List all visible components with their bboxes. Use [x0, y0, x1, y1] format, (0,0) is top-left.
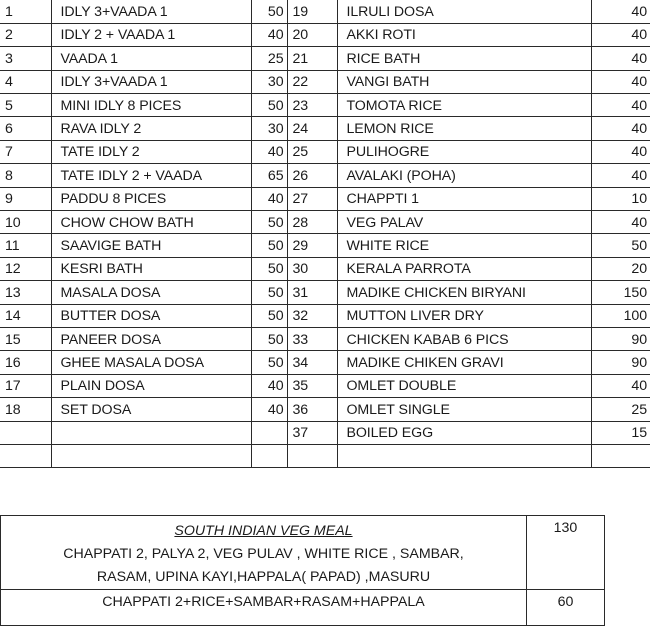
- menu-row: [0, 70, 650, 93]
- item-name: TOMOTA RICE: [337, 94, 591, 117]
- item-price: 50: [251, 304, 287, 327]
- item-price: 40: [251, 140, 287, 163]
- item-price: 40: [251, 374, 287, 397]
- item-price: 50: [251, 0, 287, 23]
- menu-row: [0, 47, 650, 70]
- menu-row: [0, 281, 650, 304]
- item-name: [51, 421, 251, 444]
- item-price: 40: [591, 140, 650, 163]
- menu-row: [0, 421, 650, 444]
- item-price: 40: [251, 23, 287, 46]
- item-number: 7: [0, 140, 51, 163]
- item-price: 40: [591, 374, 650, 397]
- item-price: 25: [251, 47, 287, 70]
- item-number: 17: [0, 374, 51, 397]
- item-name: TATE IDLY 2: [51, 140, 251, 163]
- item-name: MUTTON LIVER DRY: [337, 304, 591, 327]
- item-name: OMLET DOUBLE: [337, 374, 591, 397]
- item-number: [0, 421, 51, 444]
- item-number: 22: [287, 70, 337, 93]
- menu-row: [0, 351, 650, 374]
- item-number: 3: [0, 47, 51, 70]
- item-number: 11: [0, 234, 51, 257]
- item-price: 65: [251, 164, 287, 187]
- menu-row: [0, 257, 650, 280]
- menu-row: [0, 211, 650, 234]
- item-price: 40: [591, 211, 650, 234]
- item-price: 40: [251, 187, 287, 210]
- meal-description-cell: CHAPPATI 2+RICE+SAMBAR+RASAM+HAPPALA: [1, 590, 527, 626]
- item-name: MADIKE CHIKEN GRAVI: [337, 351, 591, 374]
- item-number: 34: [287, 351, 337, 374]
- item-name: PLAIN DOSA: [51, 374, 251, 397]
- item-price: 50: [251, 94, 287, 117]
- item-name: SAAVIGE BATH: [51, 234, 251, 257]
- item-number: 4: [0, 70, 51, 93]
- item-number: 18: [0, 398, 51, 421]
- item-price: 50: [591, 234, 650, 257]
- item-number: 31: [287, 281, 337, 304]
- item-name: RICE BATH: [337, 47, 591, 70]
- menu-row: [0, 398, 650, 421]
- menu-row: [0, 187, 650, 210]
- item-name: VANGI BATH: [337, 70, 591, 93]
- item-number: 15: [0, 327, 51, 350]
- item-price: 50: [251, 211, 287, 234]
- item-name: [51, 444, 251, 467]
- item-name: MASALA DOSA: [51, 281, 251, 304]
- item-number: 28: [287, 211, 337, 234]
- item-name: KERALA PARROTA: [337, 257, 591, 280]
- item-name: MADIKE CHICKEN BIRYANI: [337, 281, 591, 304]
- menu-row: [0, 304, 650, 327]
- menu-row: [0, 164, 650, 187]
- item-price: [251, 444, 287, 467]
- item-name: IDLY 3+VAADA 1: [51, 70, 251, 93]
- meal-line: RASAM, UPINA KAYI,HAPPALA( PAPAD) ,MASURU: [96, 569, 431, 585]
- item-price: 50: [251, 234, 287, 257]
- item-number: 5: [0, 94, 51, 117]
- menu-row: [0, 327, 650, 350]
- item-name: PANEER DOSA: [51, 327, 251, 350]
- item-number: 8: [0, 164, 51, 187]
- item-price: 90: [591, 351, 650, 374]
- item-number: 27: [287, 187, 337, 210]
- item-number: 23: [287, 94, 337, 117]
- meals-table: [0, 515, 605, 626]
- item-number: 20: [287, 23, 337, 46]
- item-name: TATE IDLY 2 + VAADA: [51, 164, 251, 187]
- item-name: CHAPPTI 1: [337, 187, 591, 210]
- item-name: CHICKEN KABAB 6 PICS: [337, 327, 591, 350]
- item-number: 37: [287, 421, 337, 444]
- item-number: 21: [287, 47, 337, 70]
- meal-price: 130: [527, 516, 605, 590]
- item-number: 29: [287, 234, 337, 257]
- item-price: 40: [251, 398, 287, 421]
- item-price: 40: [591, 23, 650, 46]
- item-number: 12: [0, 257, 51, 280]
- item-name: KESRI BATH: [51, 257, 251, 280]
- item-number: 14: [0, 304, 51, 327]
- item-name: LEMON RICE: [337, 117, 591, 140]
- menu-row: [0, 374, 650, 397]
- item-price: 40: [591, 47, 650, 70]
- meal-title: SOUTH INDIAN VEG MEAL: [174, 523, 353, 539]
- item-name: CHOW CHOW BATH: [51, 211, 251, 234]
- menu-row: [0, 23, 650, 46]
- item-number: 6: [0, 117, 51, 140]
- menu-row: [0, 0, 650, 23]
- item-price: 150: [591, 281, 650, 304]
- item-number: [287, 444, 337, 467]
- item-name: VEG PALAV: [337, 211, 591, 234]
- item-name: AVALAKI (POHA): [337, 164, 591, 187]
- meal-description-cell: [1, 516, 527, 590]
- item-name: WHITE RICE: [337, 234, 591, 257]
- item-name: VAADA 1: [51, 47, 251, 70]
- item-price: 30: [251, 70, 287, 93]
- item-name: [337, 444, 591, 467]
- item-price: 40: [591, 0, 650, 23]
- item-number: 24: [287, 117, 337, 140]
- item-number: 13: [0, 281, 51, 304]
- item-number: 2: [0, 23, 51, 46]
- menu-row: [0, 444, 650, 467]
- item-price: 50: [251, 327, 287, 350]
- item-name: IDLY 3+VAADA 1: [51, 0, 251, 23]
- item-number: 30: [287, 257, 337, 280]
- meal-price: 60: [527, 590, 605, 626]
- item-price: 40: [591, 70, 650, 93]
- meal-line: CHAPPATI 2, PALYA 2, VEG PULAV , WHITE RICE , SAMBAR,: [63, 546, 464, 562]
- menu-row: [0, 234, 650, 257]
- item-name: GHEE MASALA DOSA: [51, 351, 251, 374]
- item-price: 40: [591, 117, 650, 140]
- item-name: AKKI ROTI: [337, 23, 591, 46]
- item-price: 25: [591, 398, 650, 421]
- item-price: 20: [591, 257, 650, 280]
- item-number: 1: [0, 0, 51, 23]
- item-price: 90: [591, 327, 650, 350]
- item-number: 10: [0, 211, 51, 234]
- menu-row: [0, 140, 650, 163]
- item-number: 25: [287, 140, 337, 163]
- item-number: 9: [0, 187, 51, 210]
- item-price: 10: [591, 187, 650, 210]
- item-number: 36: [287, 398, 337, 421]
- item-price: 50: [251, 281, 287, 304]
- item-price: 40: [591, 94, 650, 117]
- item-name: OMLET SINGLE: [337, 398, 591, 421]
- item-number: 26: [287, 164, 337, 187]
- item-name: BUTTER DOSA: [51, 304, 251, 327]
- menu-row: [0, 117, 650, 140]
- item-price: [591, 444, 650, 467]
- item-price: 50: [251, 351, 287, 374]
- item-name: ILRULI DOSA: [337, 0, 591, 23]
- item-price: [251, 421, 287, 444]
- item-price: 30: [251, 117, 287, 140]
- item-name: BOILED EGG: [337, 421, 591, 444]
- item-name: SET DOSA: [51, 398, 251, 421]
- item-name: RAVA IDLY 2: [51, 117, 251, 140]
- item-name: MINI IDLY 8 PICES: [51, 94, 251, 117]
- item-number: 32: [287, 304, 337, 327]
- item-name: PULIHOGRE: [337, 140, 591, 163]
- item-number: [0, 444, 51, 467]
- item-price: 50: [251, 257, 287, 280]
- item-price: 100: [591, 304, 650, 327]
- meal-row: [1, 516, 605, 590]
- menu-row: [0, 94, 650, 117]
- item-name: IDLY 2 + VAADA 1: [51, 23, 251, 46]
- item-name: PADDU 8 PICES: [51, 187, 251, 210]
- item-number: 35: [287, 374, 337, 397]
- item-price: 15: [591, 421, 650, 444]
- item-number: 33: [287, 327, 337, 350]
- item-number: 16: [0, 351, 51, 374]
- item-number: 19: [287, 0, 337, 23]
- item-price: 40: [591, 164, 650, 187]
